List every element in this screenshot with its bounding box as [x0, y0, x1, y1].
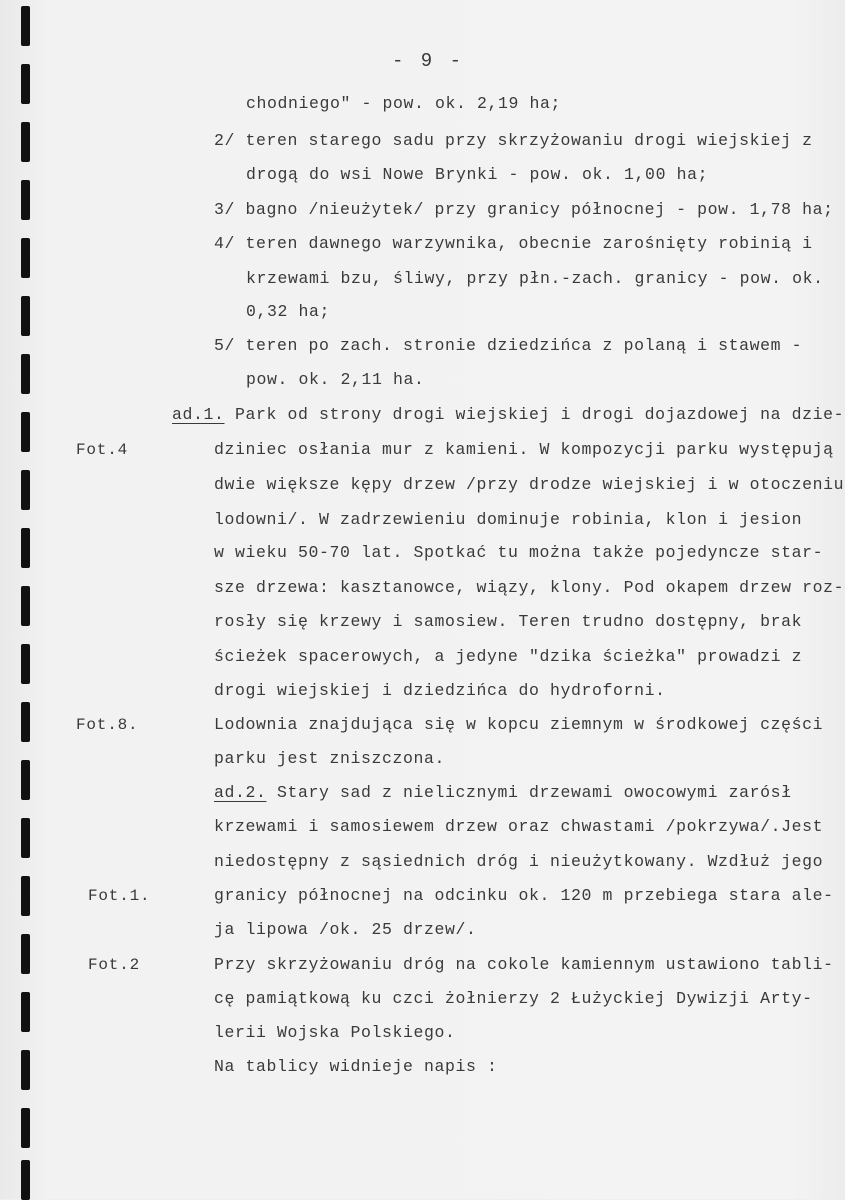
binding-hole — [21, 1160, 30, 1200]
text-line: sze drzewa: kasztanowce, wiązy, klony. Pod okapem drzew roz- — [214, 578, 845, 597]
text-line: 2/ teren starego sadu przy skrzyżowaniu drogi wiejskiej z — [214, 131, 813, 150]
text-line: pow. ok. 2,11 ha. — [246, 370, 425, 389]
binding-hole — [21, 760, 30, 800]
paragraph-ad2-first-line — [214, 785, 792, 802]
photo-reference: Fot.4 — [76, 441, 129, 459]
binding-hole — [21, 354, 30, 394]
text-line: granicy północnej na odcinku ok. 120 m przebiega stara ale- — [214, 886, 834, 905]
text-line: 0,32 ha; — [246, 302, 331, 321]
text-line: Przy skrzyżowaniu dróg na cokole kamiennym ustawiono tabli- — [214, 955, 834, 974]
text-line: Na tablicy widnieje napis : — [214, 1057, 498, 1076]
text-line: rosły się krzewy i samosiew. Teren trudno dostępny, brak — [214, 612, 803, 631]
binding-hole — [21, 818, 30, 858]
text-line: 5/ teren po zach. stronie dziedzińca z polaną i stawem - — [214, 336, 803, 355]
binding-hole — [21, 6, 30, 46]
text-line: krzewami i samosiewem drzew oraz chwastami /pokrzywa/.Jest — [214, 817, 824, 836]
binding-holes — [0, 0, 40, 1199]
ad1-text: Park od strony drogi wiejskiej i drogi dojazdowej na dzie- — [224, 405, 845, 424]
text-line: chodniego" - pow. ok. 2,19 ha; — [246, 94, 562, 113]
binding-hole — [21, 412, 30, 452]
text-line: 4/ teren dawnego warzywnika, obecnie zarośnięty robinią i — [214, 234, 813, 253]
binding-hole — [21, 876, 30, 916]
binding-hole — [21, 180, 30, 220]
text-line: dwie większe kępy drzew /przy drodze wiejskiej i w otoczeniu — [214, 475, 845, 494]
ad2-label: ad.2. — [214, 783, 267, 802]
photo-reference: Fot.8. — [76, 716, 139, 734]
binding-hole — [21, 470, 30, 510]
text-line: krzewami bzu, śliwy, przy płn.-zach. granicy - pow. ok. — [246, 269, 824, 288]
binding-hole — [21, 586, 30, 626]
binding-hole — [21, 528, 30, 568]
binding-hole — [21, 934, 30, 974]
photo-reference: Fot.1. — [88, 887, 151, 905]
binding-hole — [21, 702, 30, 742]
binding-hole — [21, 1108, 30, 1148]
text-line: lodowni/. W zadrzewieniu dominuje robinia, klon i jesion — [214, 510, 803, 529]
binding-hole — [21, 1050, 30, 1090]
binding-hole — [21, 992, 30, 1032]
text-line: drogi wiejskiej i dziedzińca do hydroforni. — [214, 681, 666, 700]
page-number: - 9 - — [392, 50, 465, 72]
ad1-label: ad.1. — [172, 405, 225, 424]
binding-hole — [21, 644, 30, 684]
text-line: niedostępny z sąsiednich dróg i nieużytkowany. Wzdłuż jego — [214, 852, 824, 871]
text-line: Lodownia znajdująca się w kopcu ziemnym w środkowej części — [214, 715, 824, 734]
text-line: dziniec osłania mur z kamieni. W kompozycji parku występują — [214, 440, 834, 459]
binding-hole — [21, 238, 30, 278]
paragraph-ad1-first-line — [172, 407, 844, 424]
text-line: cę pamiątkową ku czci żołnierzy 2 Łużyckiej Dywizji Arty- — [214, 989, 813, 1008]
ad2-text: Stary sad z nielicznymi drzewami owocowymi zarósł — [266, 783, 792, 802]
text-line: lerii Wojska Polskiego. — [214, 1023, 456, 1042]
text-line: 3/ bagno /nieużytek/ przy granicy północnej - pow. 1,78 ha; — [214, 200, 834, 219]
photo-reference: Fot.2 — [88, 956, 141, 974]
text-line: ścieżek spacerowych, a jedyne "dzika ścieżka" prowadzi z — [214, 647, 803, 666]
binding-hole — [21, 296, 30, 336]
text-line: parku jest zniszczona. — [214, 749, 446, 768]
text-line: w wieku 50-70 lat. Spotkać tu można także pojedyncze star- — [214, 543, 824, 562]
binding-hole — [21, 64, 30, 104]
binding-hole — [21, 122, 30, 162]
text-line: ja lipowa /ok. 25 drzew/. — [214, 920, 477, 939]
text-line: drogą do wsi Nowe Brynki - pow. ok. 1,00 ha; — [246, 165, 709, 184]
